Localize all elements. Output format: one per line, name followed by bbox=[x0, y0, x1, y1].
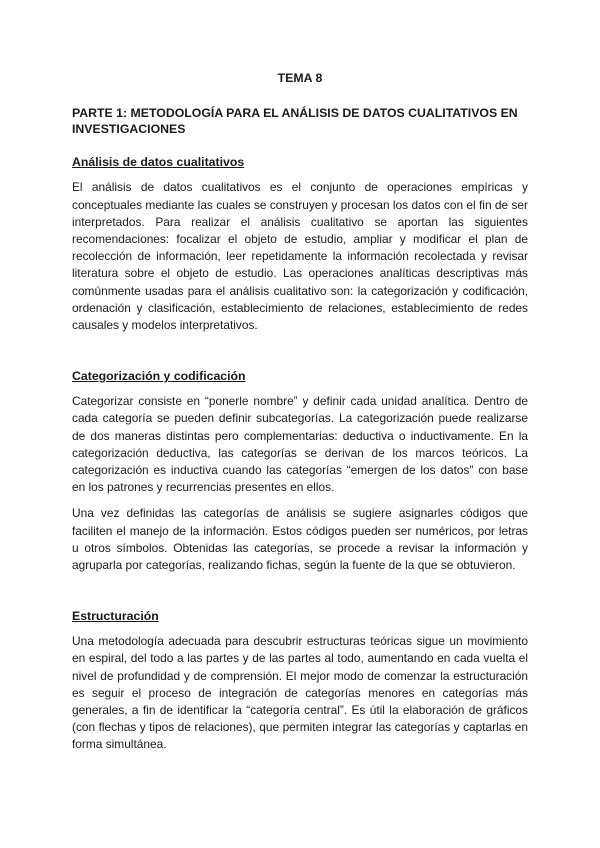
section-categorizacion bbox=[72, 368, 528, 574]
section-estructuracion bbox=[72, 608, 528, 753]
section-analisis bbox=[72, 154, 528, 334]
section-heading: Análisis de datos cualitativos bbox=[72, 155, 245, 170]
document-title: TEMA 8 bbox=[277, 71, 323, 85]
part-title: PARTE 1: METODOLOGÍA PARA EL ANÁLISIS DE DATOS CUALITATIVOS EN INVESTIGACIONES bbox=[72, 106, 518, 137]
paragraph: El análisis de datos cualitativos es el conjunto de operaciones empíricas y conceptuales mediante las cuales se construyen y procesan los datos con el fin de ser interpretados. Para realizar el análisis cualitativo se aportan las siguientes recomendaciones: focalizar el objeto de estudio, ampliar y modificar el plan de recolección de información, leer repetidamente la información recolectada y revisar literatura sobre el objeto de estudio. Las operaciones analíticas descriptivas más comúnmente usadas para el análisis cualitativo son: la categorización y codificación, ordenación y clasificación, establecimiento de relaciones, establecimiento de redes causales y modelos interpretativos. bbox=[72, 180, 528, 333]
paragraph: Una metodología adecuada para descubrir estructuras teóricas sigue un movimiento en espiral, del todo a las partes y de las partes al todo, aumentando en cada vuelta el nivel de profundidad y de comprensión. El mejor modo de comenzar la estructuración es seguir el proceso de integración de categorías menores en categorías más generales, a fin de identificar la “categoría central”. Es útil la elaboración de gráficos (con flechas y tipos de relaciones), que permiten integrar las categorías y captarlas en forma simultánea. bbox=[72, 634, 528, 752]
section-heading: Estructuración bbox=[72, 609, 159, 624]
paragraph: Categorizar consiste en “ponerle nombre” y definir cada unidad analítica. Dentro de cada categoría se pueden definir subcategorías. La categorización puede realizarse de dos maneras distintas pero complementarias: deductiva o inductivamente. En la categorización deductiva, las categorías se derivan de los marcos teóricos. La categorización es inductiva cuando las categorías “emergen de los datos” con base en los patrones y recurrencias presentes en ellos. bbox=[72, 394, 528, 495]
paragraph: Una vez definidas las categorías de análisis se sugiere asignarles códigos que faciliten el manejo de la información. Estos códigos pueden ser numéricos, por letras u otros símbolos. Obtenidas las categorías, se procede a revisar la información y agruparla por categorías, realizando fichas, según la fuente de la que se obtuvieron. bbox=[72, 506, 528, 573]
section-heading: Categorización y codificación bbox=[72, 369, 246, 384]
document-page bbox=[72, 70, 528, 754]
